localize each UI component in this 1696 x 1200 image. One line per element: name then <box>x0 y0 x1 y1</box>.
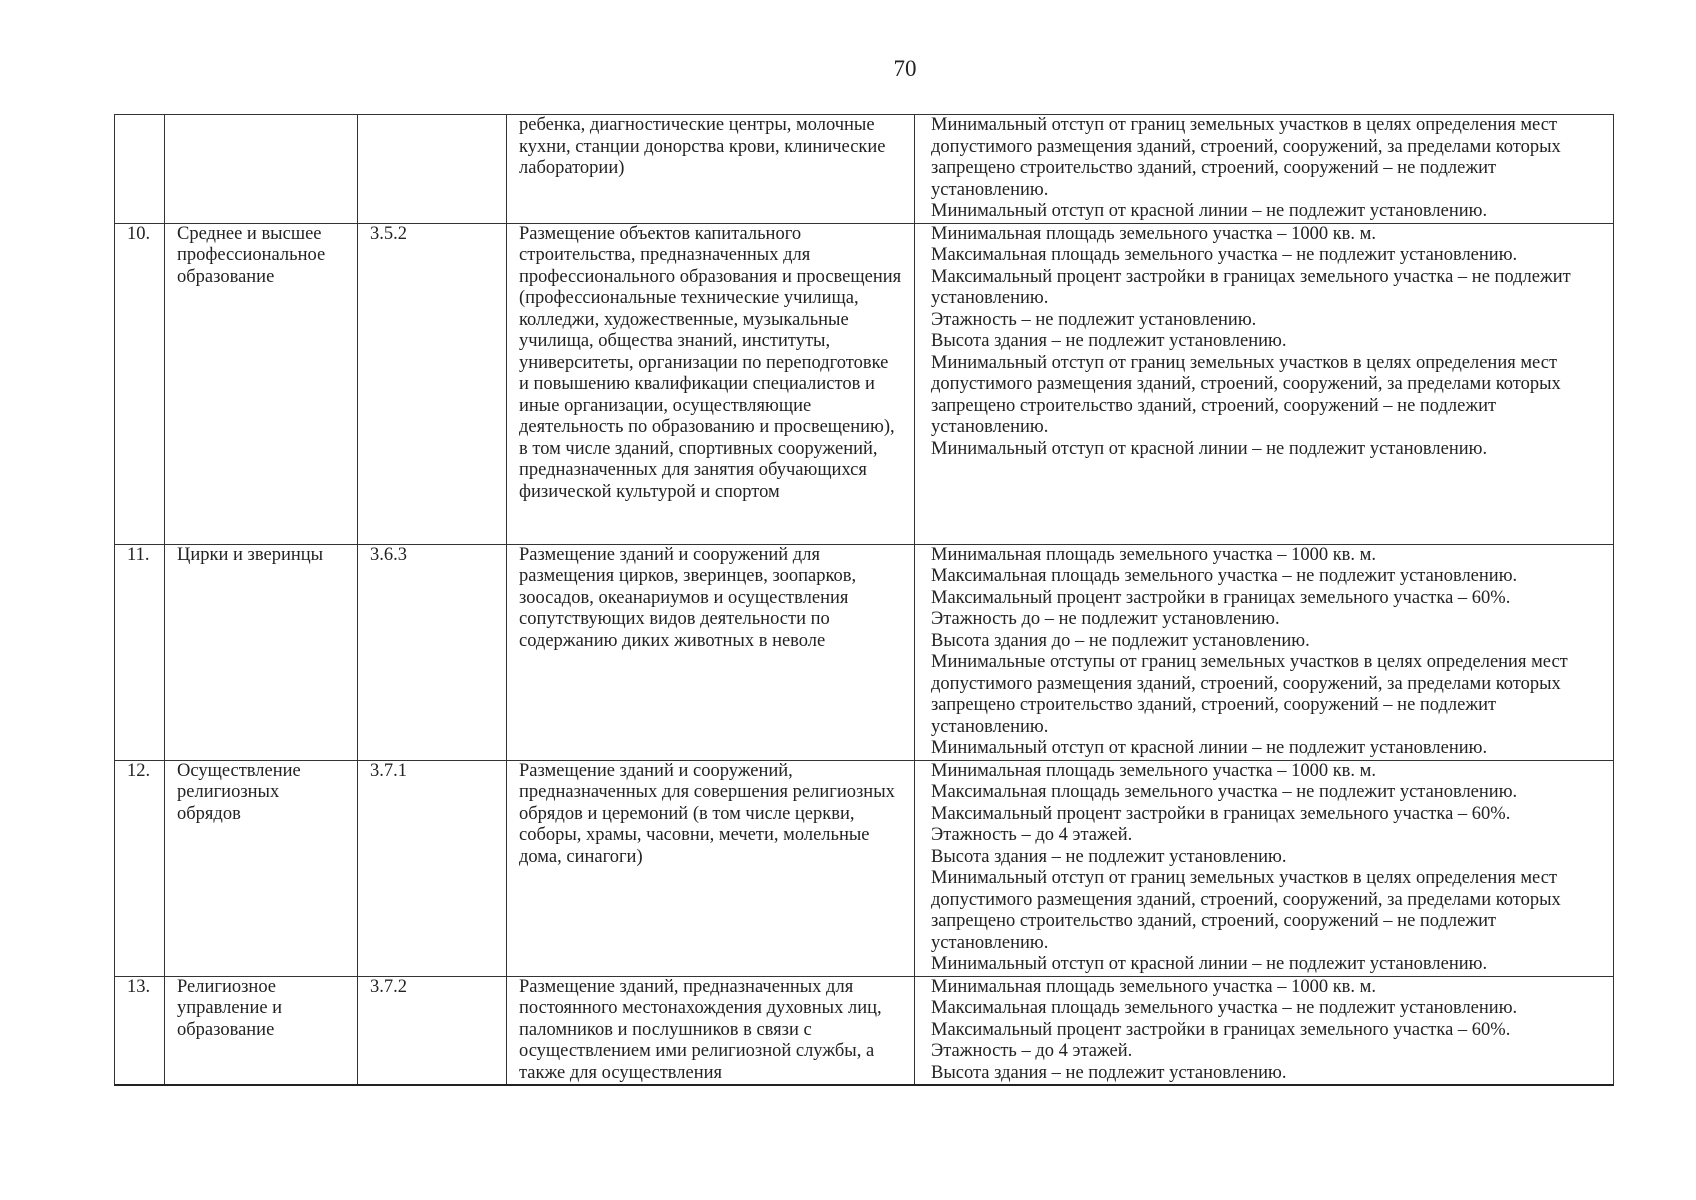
parameters-cell <box>915 976 1614 1085</box>
use-code <box>358 115 507 224</box>
parameter-line: Максимальная площадь земельного участка – не подлежит установлению. <box>931 998 1518 1018</box>
parameter-line: Высота здания – не подлежит установлению. <box>931 846 1287 867</box>
parameter-line: Максимальная площадь земельного участка – не подлежит установлению. <box>931 566 1518 586</box>
use-description: ребенка, диагностические центры, молочные кухни, станции донорства крови, клинические лаборатории) <box>507 115 915 224</box>
parameter-line: Этажность – до 4 этажей. <box>931 825 1133 845</box>
parameter-line: Минимальная площадь земельного участка – 1000 кв. м. <box>931 544 1377 565</box>
use-name: Среднее и высшее профессиональное образование <box>165 223 358 544</box>
table-row <box>115 223 1614 544</box>
parameter-line: Минимальная площадь земельного участка – 1000 кв. м. <box>931 223 1377 244</box>
page-number: 70 <box>893 56 917 81</box>
parameter-line: Максимальный процент застройки в границах земельного участка – 60%. <box>931 1019 1511 1040</box>
parameter-line: Этажность – не подлежит установлению. <box>931 309 1257 330</box>
row-number <box>115 115 165 224</box>
parameter-line: Высота здания – не подлежит установлению. <box>931 331 1287 351</box>
regulations-table <box>114 114 1614 1086</box>
parameter-line: Минимальный отступ от красной линии – не подлежит установлению. <box>931 738 1488 758</box>
use-description: Размещение объектов капитального строительства, предназначенных для профессионального образования и просвещения (профессиональные технические училища, колледжи, художественные, музыкальные училища, общества знаний, институты, университеты, организации по переподготовке и повышению квалификации специалистов и иные организации, осуществляющие деятельность по образованию и просвещению), в том числе зданий, спортивных сооружений, предназначенных для занятия обучающихся физической культурой и спортом <box>507 223 915 544</box>
use-code: 3.7.1 <box>358 760 507 976</box>
table-row <box>115 760 1614 976</box>
parameter-line: Максимальный процент застройки в границах земельного участка – 60%. <box>931 803 1511 824</box>
parameter-line: Максимальная площадь земельного участка – не подлежит установлению. <box>931 245 1518 265</box>
parameters-cell <box>915 223 1614 544</box>
parameter-line: Максимальный процент застройки в границах земельного участка – не подлежит установлению. <box>931 266 1571 308</box>
use-description: Размещение зданий и сооружений, предназначенных для совершения религиозных обрядов и церемоний (в том числе церкви, соборы, храмы, часовни, мечети, молельные дома, синагоги) <box>507 760 915 976</box>
use-name: Осуществление религиозных обрядов <box>165 760 358 976</box>
use-code: 3.5.2 <box>358 223 507 544</box>
parameter-line: Минимальный отступ от границ земельных участков в целях определения мест допустимого размещения зданий, строений, сооружений, за пределами которых запрещено строительство зданий, строений, сооружений – не подлежит установлению. <box>931 352 1561 437</box>
use-code: 3.7.2 <box>358 976 507 1085</box>
parameter-line: Максимальный процент застройки в границах земельного участка – 60%. <box>931 587 1511 608</box>
parameters-cell <box>915 760 1614 976</box>
parameter-line: Минимальный отступ от границ земельных участков в целях определения мест допустимого размещения зданий, строений, сооружений, за пределами которых запрещено строительство зданий, строений, сооружений – не подлежит установлению. <box>931 868 1561 953</box>
parameter-line: Высота здания до – не подлежит установлению. <box>931 630 1310 651</box>
parameter-line: Этажность – до 4 этажей. <box>931 1041 1133 1061</box>
use-name: Религиозное управление и образование <box>165 976 358 1085</box>
parameter-line: Этажность до – не подлежит установлению. <box>931 609 1280 629</box>
parameters-cell <box>915 115 1614 224</box>
row-number: 10. <box>115 223 165 544</box>
parameter-line: Минимальный отступ от красной линии – не подлежит установлению. <box>931 954 1488 974</box>
row-number: 11. <box>115 544 165 760</box>
use-name <box>165 115 358 224</box>
table-row <box>115 115 1614 224</box>
use-name: Цирки и зверинцы <box>165 544 358 760</box>
parameter-line: Минимальный отступ от красной линии – не подлежит установлению. <box>931 201 1488 221</box>
row-number: 12. <box>115 760 165 976</box>
parameters-cell <box>915 544 1614 760</box>
table-row <box>115 544 1614 760</box>
parameter-line: Минимальные отступы от границ земельных участков в целях определения мест допустимого размещения зданий, строений, сооружений, за пределами которых запрещено строительство зданий, строений, сооружений – не подлежит установлению. <box>931 652 1568 737</box>
parameter-line: Минимальный отступ от красной линии – не подлежит установлению. <box>931 438 1488 459</box>
parameter-line: Максимальная площадь земельного участка – не подлежит установлению. <box>931 782 1518 802</box>
use-description: Размещение зданий и сооружений для размещения цирков, зверинцев, зоопарков, зоосадов, океанариумов и осуществления сопутствующих видов деятельности по содержанию диких животных в неволе <box>507 544 915 760</box>
row-number: 13. <box>115 976 165 1085</box>
table-row <box>115 976 1614 1085</box>
parameter-line: Высота здания – не подлежит установлению. <box>931 1062 1287 1083</box>
parameter-line: Минимальный отступ от границ земельных участков в целях определения мест допустимого размещения зданий, строений, сооружений, за пределами которых запрещено строительство зданий, строений, сооружений – не подлежит установлению. <box>931 115 1561 200</box>
parameter-line: Минимальная площадь земельного участка – 1000 кв. м. <box>931 760 1377 781</box>
use-description: Размещение зданий, предназначенных для постоянного местонахождения духовных лиц, паломников и послушников в связи с осуществлением ими религиозной службы, а также для осуществления <box>507 976 915 1085</box>
use-code: 3.6.3 <box>358 544 507 760</box>
parameter-line: Минимальная площадь земельного участка – 1000 кв. м. <box>931 976 1377 997</box>
